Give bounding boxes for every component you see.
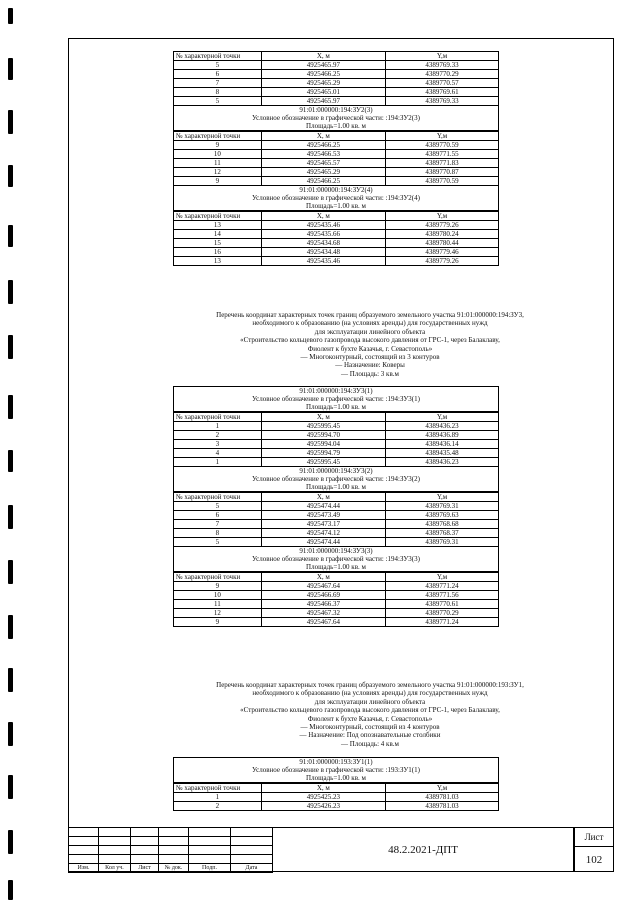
point-number: 12 — [174, 168, 262, 177]
table-row — [174, 582, 499, 591]
table-row — [174, 440, 499, 449]
sheet-label: Лист — [575, 828, 613, 847]
contour-caption: 91:01:000000:193:ЗУ1(1) Условное обозначение в графической части: :193:ЗУ1(1) Площадь=1.00 кв. м — [173, 757, 499, 783]
table-row — [174, 239, 499, 248]
point-number: 4 — [174, 449, 262, 458]
point-number: 1 — [174, 793, 262, 802]
x-coordinate: 4925465.01 — [261, 88, 385, 97]
point-number: 6 — [174, 70, 262, 79]
table-row — [174, 61, 499, 70]
x-coordinate: 4925466.25 — [261, 177, 385, 186]
x-coordinate: 4925466.25 — [261, 141, 385, 150]
table-row — [174, 70, 499, 79]
x-coordinate: 4925435.66 — [261, 230, 385, 239]
x-coordinate: 4925465.97 — [261, 97, 385, 106]
x-coordinate: 4925465.57 — [261, 159, 385, 168]
table-header-row — [174, 52, 499, 61]
table-header-row: № характерной точки X, м Y,м — [174, 212, 499, 221]
y-coordinate: 4389769.33 — [385, 97, 498, 106]
x-coordinate: 4925465.29 — [261, 79, 385, 88]
point-number: 9 — [174, 177, 262, 186]
point-number: 7 — [174, 520, 262, 529]
table-header-row: № характерной точки X, м Y,м — [174, 784, 499, 793]
x-coordinate: 4925435.46 — [261, 221, 385, 230]
x-coordinate: 4925466.53 — [261, 150, 385, 159]
table-header-row: № характерной точки X, м Y,м — [174, 493, 499, 502]
point-number: 12 — [174, 609, 262, 618]
x-coordinate: 4925466.69 — [261, 591, 385, 600]
point-number: 13 — [174, 257, 262, 266]
x-coordinate: 4925466.37 — [261, 600, 385, 609]
x-coordinate: 4925995.45 — [261, 422, 385, 431]
table-row — [174, 458, 499, 467]
table-row — [174, 150, 499, 159]
point-number: 8 — [174, 88, 262, 97]
x-coordinate: 4925434.68 — [261, 239, 385, 248]
x-coordinate: 4925994.04 — [261, 440, 385, 449]
y-coordinate: 4389781.03 — [385, 802, 498, 811]
point-number: 13 — [174, 221, 262, 230]
x-coordinate: 4925434.48 — [261, 248, 385, 257]
y-coordinate: 4389769.31 — [385, 502, 498, 511]
contour-caption: 91:01:000000:194:ЗУ3(2) Условное обозначение в графической части: :194:ЗУ3(2) Площадь=1.00 кв. м — [173, 467, 499, 492]
point-number: 7 — [174, 79, 262, 88]
y-coordinate: 4389770.29 — [385, 609, 498, 618]
x-coordinate: 4925465.29 — [261, 168, 385, 177]
coord-table-193 — [173, 757, 499, 811]
point-number: 9 — [174, 582, 262, 591]
y-coordinate: 4389770.29 — [385, 70, 498, 79]
contour-caption: 91:01:000000:194:ЗУ2(4) Условное обозначение в графической части: :194:ЗУ2(4) Площадь=1.00 кв. м — [173, 186, 499, 211]
contour-caption: 91:01:000000:194:ЗУ3(3) Условное обозначение в графической части: :194:ЗУ3(3) Площадь=1.00 кв. м — [173, 547, 499, 572]
y-coordinate: 4389769.63 — [385, 511, 498, 520]
y-coordinate: 4389771.24 — [385, 582, 498, 591]
table-row — [174, 159, 499, 168]
table-row — [174, 591, 499, 600]
table-row — [174, 431, 499, 440]
y-coordinate: 4389770.59 — [385, 177, 498, 186]
point-number: 9 — [174, 618, 262, 627]
table-row — [174, 141, 499, 150]
x-coordinate: 4925474.44 — [261, 538, 385, 547]
table-row — [174, 449, 499, 458]
y-coordinate: 4389771.83 — [385, 159, 498, 168]
point-number: 5 — [174, 97, 262, 106]
document-code: 48.2.2021-ДПТ — [272, 827, 574, 872]
y-coordinate: 4389768.37 — [385, 529, 498, 538]
y-coordinate: 4389779.26 — [385, 257, 498, 266]
table-header-row: № характерной точки X, м Y,м — [174, 573, 499, 582]
y-coordinate: 4389779.26 — [385, 221, 498, 230]
y-coordinate: 4389769.33 — [385, 61, 498, 70]
point-number: 16 — [174, 248, 262, 257]
header-point: № характерной точки — [174, 52, 262, 61]
table-row — [174, 88, 499, 97]
table-row — [174, 618, 499, 627]
y-coordinate: 4389436.23 — [385, 458, 498, 467]
y-coordinate: 4389770.87 — [385, 168, 498, 177]
x-coordinate: 4925994.79 — [261, 449, 385, 458]
y-coordinate: 4389781.03 — [385, 793, 498, 802]
sheet-box — [574, 827, 614, 872]
title-block — [68, 827, 614, 872]
table-row — [174, 511, 499, 520]
table-row — [174, 609, 499, 618]
point-number: 11 — [174, 600, 262, 609]
table-row — [174, 248, 499, 257]
y-coordinate: 4389436.89 — [385, 431, 498, 440]
point-number: 2 — [174, 802, 262, 811]
contour-caption: 91:01:000000:194:ЗУ2(3) Условное обозначение в графической части: :194:ЗУ2(3) Площадь=1.00 кв. м — [173, 106, 499, 131]
table-row — [174, 97, 499, 106]
x-coordinate: 4925467.32 — [261, 609, 385, 618]
table-row — [174, 600, 499, 609]
point-number: 2 — [174, 431, 262, 440]
y-coordinate: 4389780.24 — [385, 230, 498, 239]
y-coordinate: 4389770.61 — [385, 600, 498, 609]
table-row — [174, 168, 499, 177]
y-coordinate: 4389779.46 — [385, 248, 498, 257]
header-y: Y,м — [385, 52, 498, 61]
point-number: 5 — [174, 538, 262, 547]
y-coordinate: 4389771.55 — [385, 150, 498, 159]
x-coordinate: 4925465.97 — [261, 61, 385, 70]
x-coordinate: 4925474.44 — [261, 502, 385, 511]
table-row — [174, 538, 499, 547]
point-number: 11 — [174, 159, 262, 168]
y-coordinate: 4389769.31 — [385, 538, 498, 547]
table-row — [174, 422, 499, 431]
y-coordinate: 4389771.24 — [385, 618, 498, 627]
table-row — [174, 230, 499, 239]
table-row — [174, 257, 499, 266]
y-coordinate: 4389770.59 — [385, 141, 498, 150]
y-coordinate: 4389436.23 — [385, 422, 498, 431]
x-coordinate: 4925474.12 — [261, 529, 385, 538]
table-row — [174, 177, 499, 186]
x-coordinate: 4925473.49 — [261, 511, 385, 520]
table-row — [174, 793, 499, 802]
table-header-row: № характерной точки X, м Y,м — [174, 132, 499, 141]
sheet-number: 102 — [585, 854, 603, 866]
table-row — [174, 529, 499, 538]
y-coordinate: 4389768.68 — [385, 520, 498, 529]
coord-table-zu3 — [173, 386, 499, 627]
x-coordinate: 4925994.70 — [261, 431, 385, 440]
point-number: 5 — [174, 502, 262, 511]
point-number: 9 — [174, 141, 262, 150]
table-row — [174, 502, 499, 511]
x-coordinate: 4925466.25 — [261, 70, 385, 79]
section-heading-193: Перечень координат характерных точек границ образуемого земельного участка 91:01:000000:193:ЗУ1, необходимого к образованию (на условиях аренды) для государственных нужд для эксплуатации линейного объекта «Строительство кольцевого газопровода высокого давления от ГРС-1, через Балаклаву, Фиолент к бухте Казачья, г. Севастополь» — Многоконтурный, состоящий из 4 контуров — Назначение: Под опознавательные столбики — Площадь: 4 кв.м — [216, 681, 524, 748]
point-number: 3 — [174, 440, 262, 449]
point-number: 6 — [174, 511, 262, 520]
title-block-labels: Изм. Кол уч. Лист № док. Подп. Дата — [69, 864, 273, 873]
y-coordinate: 4389771.56 — [385, 591, 498, 600]
x-coordinate: 4925426.23 — [261, 802, 385, 811]
point-number: 8 — [174, 529, 262, 538]
point-number: 14 — [174, 230, 262, 239]
point-number: 1 — [174, 458, 262, 467]
table-row — [174, 520, 499, 529]
y-coordinate: 4389435.48 — [385, 449, 498, 458]
point-number: 10 — [174, 591, 262, 600]
y-coordinate: 4389436.14 — [385, 440, 498, 449]
contour-caption: 91:01:000000:194:ЗУ3(1) Условное обозначение в графической части: :194:ЗУ3(1) Площадь=1.00 кв. м — [173, 386, 499, 412]
x-coordinate: 4925467.64 — [261, 582, 385, 591]
header-x: X, м — [261, 52, 385, 61]
coord-table-zu2-2 — [173, 51, 499, 266]
x-coordinate: 4925995.45 — [261, 458, 385, 467]
x-coordinate: 4925435.46 — [261, 257, 385, 266]
x-coordinate: 4925473.17 — [261, 520, 385, 529]
table-row — [174, 221, 499, 230]
table-header-row: № характерной точки X, м Y,м — [174, 413, 499, 422]
y-coordinate: 4389769.61 — [385, 88, 498, 97]
section-heading-zu3: Перечень координат характерных точек границ образуемого земельного участка 91:01:000000:194:ЗУ3, необходимого к образованию (на условиях аренды) для государственных нужд для эксплуатации линейного объекта «Строительство кольцевого газопровода высокого давления от ГРС-1, через Балаклаву, Фиолент к бухте Казачья, г. Севастополь» — Многоконтурный, состоящий из 3 контуров — Назначение: Коверы — Площадь: 3 кв.м — [216, 311, 524, 378]
point-number: 15 — [174, 239, 262, 248]
x-coordinate: 4925467.64 — [261, 618, 385, 627]
table-row — [174, 79, 499, 88]
point-number: 5 — [174, 61, 262, 70]
x-coordinate: 4925425.23 — [261, 793, 385, 802]
table-row — [174, 802, 499, 811]
y-coordinate: 4389780.44 — [385, 239, 498, 248]
y-coordinate: 4389770.57 — [385, 79, 498, 88]
point-number: 1 — [174, 422, 262, 431]
point-number: 10 — [174, 150, 262, 159]
